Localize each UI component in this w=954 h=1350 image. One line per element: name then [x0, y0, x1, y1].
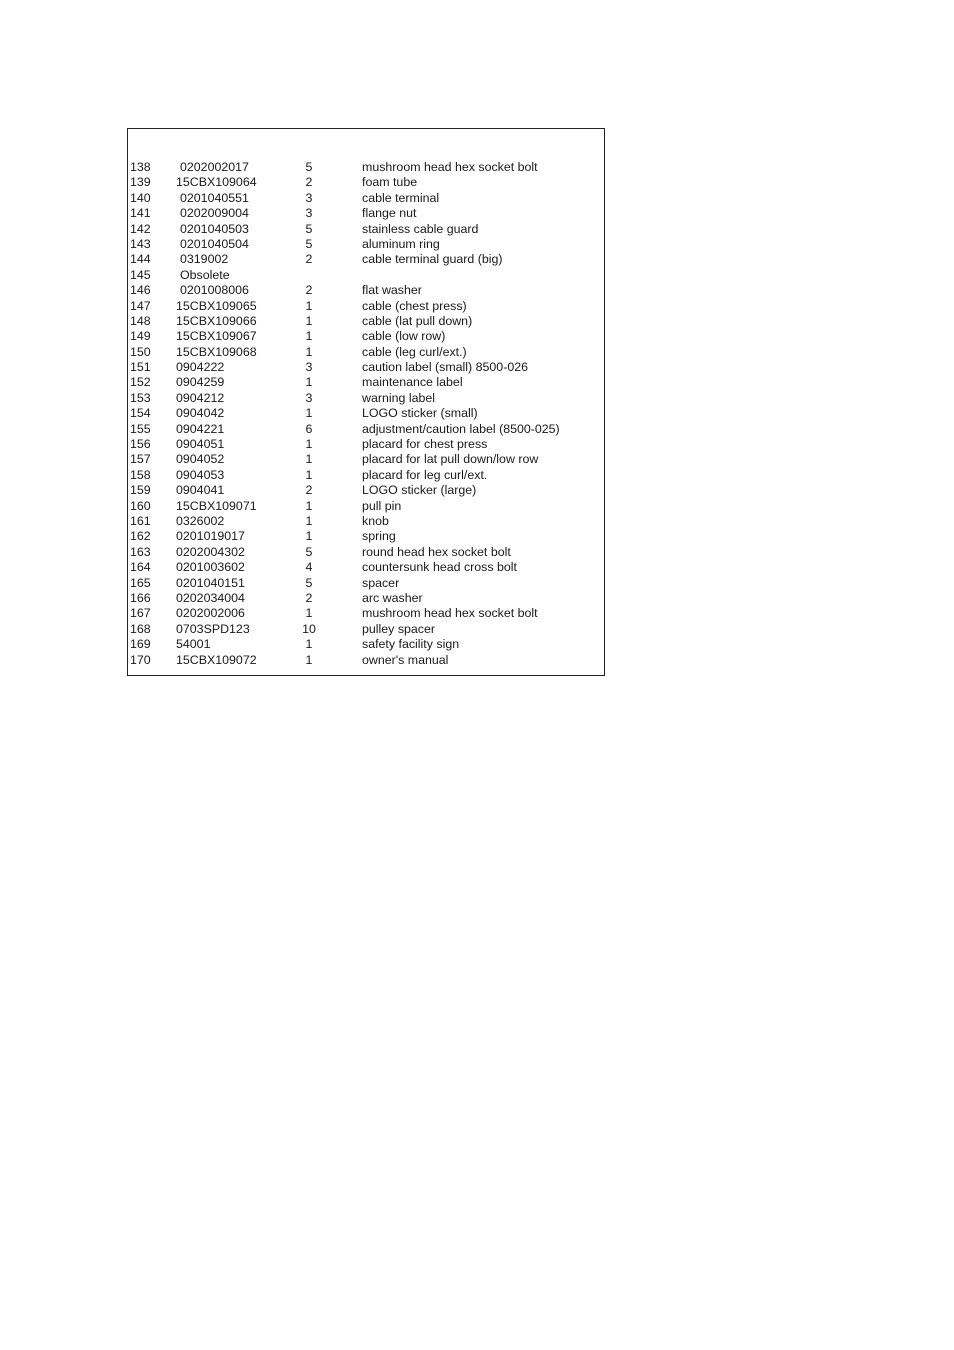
part-number: 139	[130, 175, 151, 190]
part-qty: 5	[305, 575, 313, 590]
part-qty: 1	[305, 467, 313, 482]
part-qty: 5	[305, 160, 313, 174]
part-number: 160	[130, 498, 151, 513]
parts-row-170	[130, 653, 604, 668]
parts-row-142	[130, 222, 604, 237]
part-number: 142	[130, 221, 151, 236]
parts-row-156	[130, 437, 604, 452]
parts-row-169	[130, 637, 604, 652]
part-qty: 1	[305, 513, 313, 528]
part-code: 0202002017	[180, 160, 249, 174]
part-number: 169	[130, 637, 151, 652]
part-description: arc washer	[362, 590, 423, 605]
part-number: 163	[130, 544, 151, 559]
part-qty: 4	[305, 560, 313, 575]
part-description: flange nut	[362, 206, 417, 221]
part-qty: 6	[305, 421, 313, 436]
part-qty: 2	[305, 175, 313, 190]
part-description: knob	[362, 513, 389, 528]
part-number: 156	[130, 437, 151, 452]
part-code: 0201040551	[180, 190, 249, 205]
part-description: spacer	[362, 575, 400, 590]
parts-row-140	[130, 191, 604, 206]
part-number: 157	[130, 452, 151, 467]
part-number: 144	[130, 252, 151, 267]
part-qty: 1	[305, 313, 313, 328]
part-code: 0904212	[176, 390, 225, 405]
part-qty: 5	[305, 236, 313, 251]
parts-row-159	[130, 483, 604, 498]
part-description: cable (leg curl/ext.)	[362, 344, 467, 359]
part-description: adjustment/caution label (8500-025)	[362, 421, 560, 436]
parts-row-167	[130, 606, 604, 621]
part-qty: 1	[305, 329, 313, 344]
parts-row-165	[130, 576, 604, 591]
part-qty: 1	[305, 437, 313, 452]
part-description: maintenance label	[362, 375, 463, 390]
parts-row-168	[130, 622, 604, 637]
part-number: 151	[130, 360, 151, 375]
part-number: 146	[130, 283, 151, 298]
part-code: 15CBX109067	[176, 329, 257, 344]
parts-row-151	[130, 360, 604, 375]
part-number: 159	[130, 483, 151, 498]
parts-row-153	[130, 391, 604, 406]
parts-row-146	[130, 283, 604, 298]
part-code: 0904051	[176, 437, 225, 452]
part-code: 15CBX109068	[176, 344, 257, 359]
part-number: 140	[130, 190, 151, 205]
part-qty: 2	[305, 252, 313, 267]
part-qty: 2	[305, 483, 313, 498]
part-code: 54001	[176, 637, 211, 652]
part-description: stainless cable guard	[362, 221, 479, 236]
part-number: 145	[130, 267, 151, 282]
part-qty: 2	[305, 590, 313, 605]
part-code: 15CBX109065	[176, 298, 257, 313]
parts-row-143	[130, 237, 604, 252]
part-number: 153	[130, 390, 151, 405]
parts-list-box	[127, 128, 605, 676]
part-description: flat washer	[362, 283, 422, 298]
part-description: cable terminal guard (big)	[362, 252, 503, 267]
parts-row-164	[130, 560, 604, 575]
parts-row-166	[130, 591, 604, 606]
part-qty: 3	[305, 360, 313, 375]
part-number: 164	[130, 560, 151, 575]
part-description: placard for lat pull down/low row	[362, 452, 539, 467]
part-number: 168	[130, 621, 151, 636]
part-code: 0703SPD123	[176, 621, 250, 636]
parts-row-152	[130, 375, 604, 390]
part-qty: 3	[305, 390, 313, 405]
part-description: LOGO sticker (large)	[362, 483, 477, 498]
parts-row-147	[130, 299, 604, 314]
part-qty: 5	[305, 544, 313, 559]
parts-row-138	[130, 160, 604, 175]
parts-row-155	[130, 422, 604, 437]
part-number: 147	[130, 298, 151, 313]
part-description: mushroom head hex socket bolt	[362, 160, 538, 174]
part-code: 0201040504	[180, 236, 249, 251]
part-code: 0904053	[176, 467, 225, 482]
part-code: 0319002	[180, 252, 229, 267]
part-code: 15CBX109071	[176, 498, 257, 513]
parts-row-150	[130, 345, 604, 360]
parts-row-141	[130, 206, 604, 221]
part-number: 138	[130, 160, 151, 174]
part-code: 0326002	[176, 513, 225, 528]
part-code: 0201040503	[180, 221, 249, 236]
part-code: 0201008006	[180, 283, 249, 298]
part-code: 15CBX109066	[176, 313, 257, 328]
parts-row-162	[130, 529, 604, 544]
parts-row-145	[130, 268, 604, 283]
part-number: 158	[130, 467, 151, 482]
parts-row-157	[130, 452, 604, 467]
part-description: countersunk head cross bolt	[362, 560, 517, 575]
part-code: 15CBX109064	[176, 175, 257, 190]
part-number: 149	[130, 329, 151, 344]
part-qty: 2	[305, 283, 313, 298]
part-code: 0904222	[176, 360, 225, 375]
part-description: pull pin	[362, 498, 402, 513]
part-code: 0202009004	[180, 206, 249, 221]
part-code: 0904221	[176, 421, 225, 436]
part-number: 150	[130, 344, 151, 359]
part-code: 0904259	[176, 375, 225, 390]
part-description: cable (lat pull down)	[362, 313, 473, 328]
parts-row-160	[130, 499, 604, 514]
part-qty: 1	[305, 344, 313, 359]
part-description: LOGO sticker (small)	[362, 406, 478, 421]
parts-row-163	[130, 545, 604, 560]
part-qty: 3	[305, 206, 313, 221]
part-description: safety facility sign	[362, 637, 460, 652]
part-number: 143	[130, 236, 151, 251]
part-description: pulley spacer	[362, 621, 436, 636]
part-number: 155	[130, 421, 151, 436]
part-qty: 1	[305, 652, 313, 667]
part-code: 0202002006	[176, 606, 245, 621]
parts-row-149	[130, 329, 604, 344]
parts-row-154	[130, 406, 604, 421]
parts-row-139	[130, 175, 604, 190]
part-description: spring	[362, 529, 396, 544]
part-qty: 10	[302, 621, 316, 636]
part-description: owner's manual	[362, 652, 449, 667]
parts-row-158	[130, 468, 604, 483]
part-qty: 1	[305, 606, 313, 621]
part-code: 15CBX109072	[176, 652, 257, 667]
part-qty: 1	[305, 406, 313, 421]
parts-row-161	[130, 514, 604, 529]
part-code: 0201040151	[176, 575, 245, 590]
part-code: 0201003602	[176, 560, 245, 575]
parts-list	[130, 160, 604, 668]
part-number: 165	[130, 575, 151, 590]
part-qty: 1	[305, 298, 313, 313]
part-code: 0904042	[176, 406, 225, 421]
part-code: 0904041	[176, 483, 225, 498]
part-description: placard for chest press	[362, 437, 488, 452]
part-number: 166	[130, 590, 151, 605]
part-description: aluminum ring	[362, 236, 440, 251]
part-description: cable terminal	[362, 190, 440, 205]
part-description: cable (low row)	[362, 329, 446, 344]
part-description: placard for leg curl/ext.	[362, 467, 488, 482]
part-description: foam tube	[362, 175, 418, 190]
part-number: 154	[130, 406, 151, 421]
part-number: 161	[130, 513, 151, 528]
part-number: 152	[130, 375, 151, 390]
part-number: 148	[130, 313, 151, 328]
part-code: 0904052	[176, 452, 225, 467]
part-code: Obsolete	[180, 267, 230, 282]
part-description: round head hex socket bolt	[362, 544, 511, 559]
part-number: 141	[130, 206, 151, 221]
part-description: cable (chest press)	[362, 298, 467, 313]
part-code: 0201019017	[176, 529, 245, 544]
part-qty: 1	[305, 529, 313, 544]
part-code: 0202034004	[176, 590, 245, 605]
part-description: caution label (small) 8500-026	[362, 360, 528, 375]
part-description: mushroom head hex socket bolt	[362, 606, 538, 621]
part-qty: 3	[305, 190, 313, 205]
part-code: 0202004302	[176, 544, 245, 559]
part-number: 162	[130, 529, 151, 544]
parts-row-144	[130, 252, 604, 267]
part-qty: 1	[305, 637, 313, 652]
parts-row-148	[130, 314, 604, 329]
part-qty: 1	[305, 375, 313, 390]
part-qty: 1	[305, 452, 313, 467]
part-qty: 5	[305, 221, 313, 236]
part-qty: 1	[305, 498, 313, 513]
part-description: warning label	[362, 390, 436, 405]
part-number: 167	[130, 606, 151, 621]
part-number: 170	[130, 652, 151, 667]
